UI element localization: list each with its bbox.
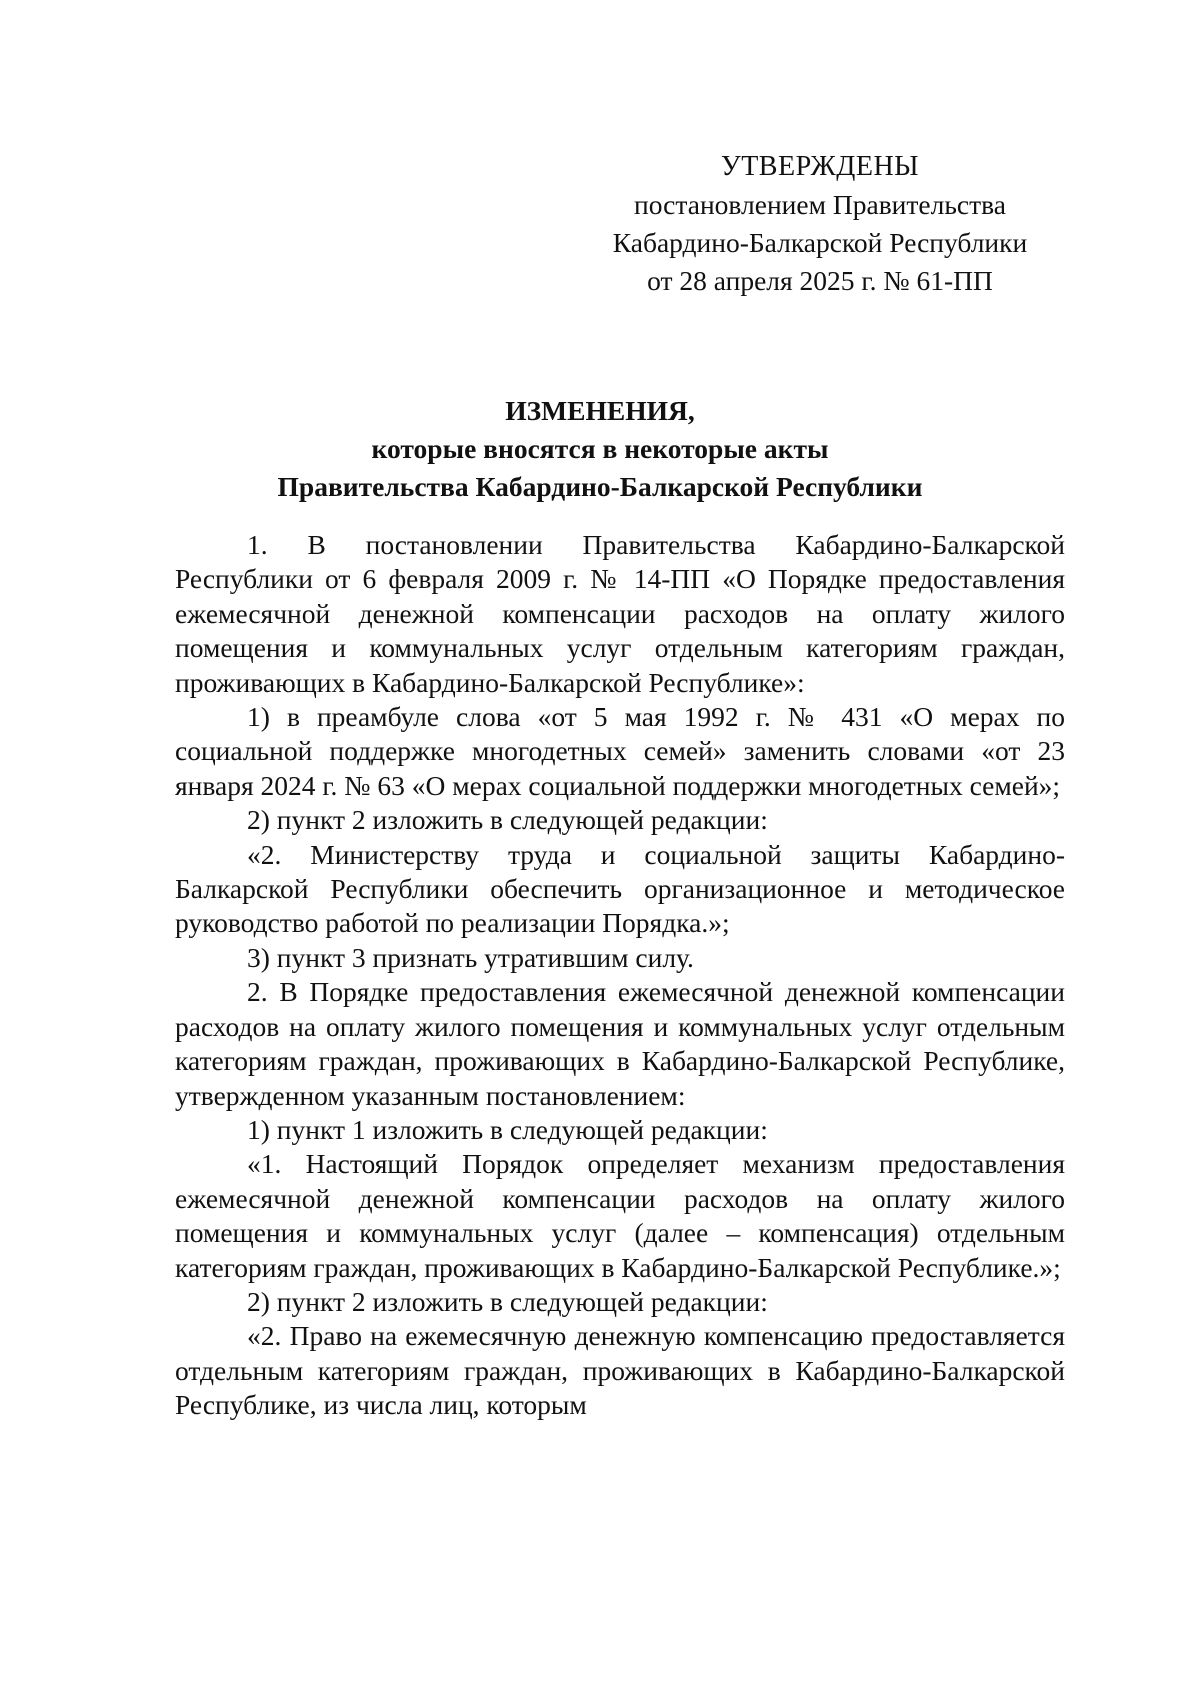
paragraph-8: «1. Настоящий Порядок определяет механизм предоставления ежемесячной денежной компенсации расходов на оплату жилого помещения и коммунальных услуг (далее – компенсация) отдельным категориям граждан, проживающих в Кабардино-Балкарской Республике.»;	[175, 1148, 1065, 1283]
paragraph-3: 2) пункт 2 изложить в следующей редакции:	[247, 804, 768, 836]
document-body	[175, 528, 1065, 1423]
paragraph-1: 1. В постановлении Правительства Кабардино-Балкарской Республики от 6 февраля 2009 г. № 14-ПП «О Порядке предоставления ежемесячной денежной компенсации расходов на оплату жилого помещения и коммунальных услуг отдельным категориям граждан, проживающих в Кабардино-Балкарской Республике»:	[175, 529, 1065, 698]
paragraph-6: 2. В Порядке предоставления ежемесячной денежной компенсации расходов на оплату жилого помещения и коммунальных услуг отдельным категориям граждан, проживающих в Кабардино-Балкарской Республике, утвержденном указанным постановлением:	[175, 976, 1065, 1111]
approval-heading: УТВЕРЖДЕНЫ	[720, 151, 920, 182]
paragraph-7: 1) пункт 1 изложить в следующей редакции:	[247, 1113, 768, 1145]
paragraph-9: 2) пункт 2 изложить в следующей редакции:	[247, 1285, 768, 1317]
approval-line-3: от 28 апреля 2025 г. № 61-ПП	[647, 265, 993, 296]
approval-line-1: постановлением Правительства	[634, 189, 1006, 220]
title-line-3: Правительства Кабардино-Балкарской Республики	[277, 471, 923, 502]
paragraph-10: «2. Право на ежемесячную денежную компенсацию предоставляется отдельным категориям граждан, проживающих в Кабардино-Балкарской Республике, из числа лиц, которым	[175, 1320, 1065, 1421]
approval-line-2: Кабардино-Балкарской Республики	[612, 227, 1028, 258]
title-line-1: ИЗМЕНЕНИЯ,	[505, 395, 695, 426]
approval-stamp	[600, 148, 1040, 300]
paragraph-2: 1) в преамбуле слова «от 5 мая 1992 г. № 431 «О мерах по социальной поддержке многодетных семей» заменить словами «от 23 января 2024 г. № 63 «О мерах социальной поддержки многодетных семей»;	[175, 701, 1065, 801]
paragraph-5: 3) пункт 3 признать утратившим силу.	[247, 941, 694, 973]
paragraph-4: «2. Министерству труда и социальной защиты Кабардино-Балкарской Республики обеспечить организационное и методическое руководство работой по реализации Порядка.»;	[175, 838, 1065, 939]
title-line-2: которые вносятся в некоторые акты	[371, 433, 829, 464]
document-title	[150, 392, 1050, 506]
